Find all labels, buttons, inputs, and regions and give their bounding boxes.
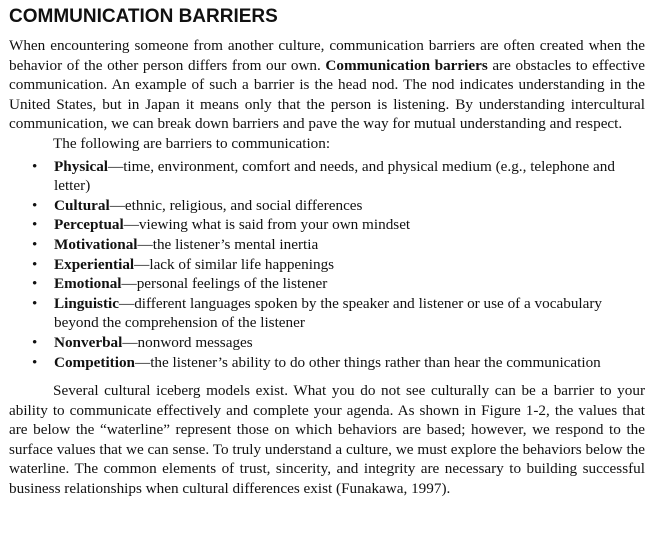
bullet-icon: • xyxy=(32,275,38,293)
bullet-icon: • xyxy=(32,353,38,371)
barrier-description: —nonword messages xyxy=(122,333,253,351)
intro-paragraph xyxy=(9,36,645,134)
barrier-term: Experiential xyxy=(54,255,135,273)
list-item-competition xyxy=(9,353,645,373)
barrier-term: Nonverbal xyxy=(54,333,123,351)
barrier-description: —different languages spoken by the speaker and listener or use of a vocabulary beyond the comprehension of the listener xyxy=(54,294,603,332)
barrier-description: —the listener’s ability to do other things rather than hear the communication xyxy=(135,353,601,371)
intro-bold-term: Communication barriers xyxy=(325,56,488,74)
list-intro: The following are barriers to communication: xyxy=(53,134,331,152)
bullet-icon: • xyxy=(32,157,38,175)
bullet-icon: • xyxy=(32,333,38,351)
section-heading: COMMUNICATION BARRIERS xyxy=(9,6,278,27)
closing-paragraph: Several cultural iceberg models exist. What you do not see culturally can be a barrier to your ability to communicate effectively and complete your agenda. As shown in Figure 1-2, the values that are below the “waterline” represent those on which behaviors are based; however, we respond to the surface values that we can sense. To truly understand a culture, we must explore the behaviors below the waterline. The common elements of trust, sincerity, and integrity are necessary to building successful business relationships when cultural differences exist (Funakawa, 1997). xyxy=(9,382,645,498)
barrier-term: Linguistic xyxy=(54,294,119,312)
barrier-description: —lack of similar life happenings xyxy=(134,255,335,273)
intro-text-part1: When encountering someone from another culture, communication barriers are often created when the behavior of the other person differs from our own. xyxy=(9,37,645,74)
bullet-icon: • xyxy=(32,255,38,273)
bullet-icon: • xyxy=(32,235,38,253)
paragraph-gap xyxy=(9,372,645,381)
barrier-term: Cultural xyxy=(54,196,110,214)
barrier-description: —viewing what is said from your own mindset xyxy=(123,216,411,234)
barrier-description: —time, environment, comfort and needs, and physical medium (e.g., telephone and letter) xyxy=(54,157,615,195)
barrier-description: —the listener’s mental inertia xyxy=(137,235,319,253)
barrier-term: Physical xyxy=(54,157,109,175)
list-item-emotional xyxy=(9,274,645,294)
list-item-perceptual xyxy=(9,215,645,235)
list-item-linguistic xyxy=(9,294,645,333)
list-item-physical xyxy=(9,157,645,196)
barrier-description: —personal feelings of the listener xyxy=(121,275,328,293)
barrier-term: Competition xyxy=(54,353,135,371)
barrier-term: Emotional xyxy=(54,275,122,293)
list-item-experiential xyxy=(9,255,645,275)
document-page xyxy=(9,4,645,499)
barrier-term: Perceptual xyxy=(54,216,124,234)
bullet-icon: • xyxy=(32,216,38,234)
barrier-term: Motivational xyxy=(54,235,138,253)
list-item-cultural xyxy=(9,196,645,216)
bullet-icon: • xyxy=(32,196,38,214)
barrier-list xyxy=(9,157,645,373)
intro-text-part2: are obstacles to effective communication. An example of such a barrier is the head nod. The nod indicates understanding in the United States, but in Japan it means only that the person is listening. By understanding intercultural communication, we can break down barriers and pave the way for mutual understanding and respect. xyxy=(9,56,645,133)
barrier-description: —ethnic, religious, and social differences xyxy=(109,196,363,214)
bullet-icon: • xyxy=(32,294,38,312)
list-item-motivational xyxy=(9,235,645,255)
list-item-nonverbal xyxy=(9,333,645,353)
